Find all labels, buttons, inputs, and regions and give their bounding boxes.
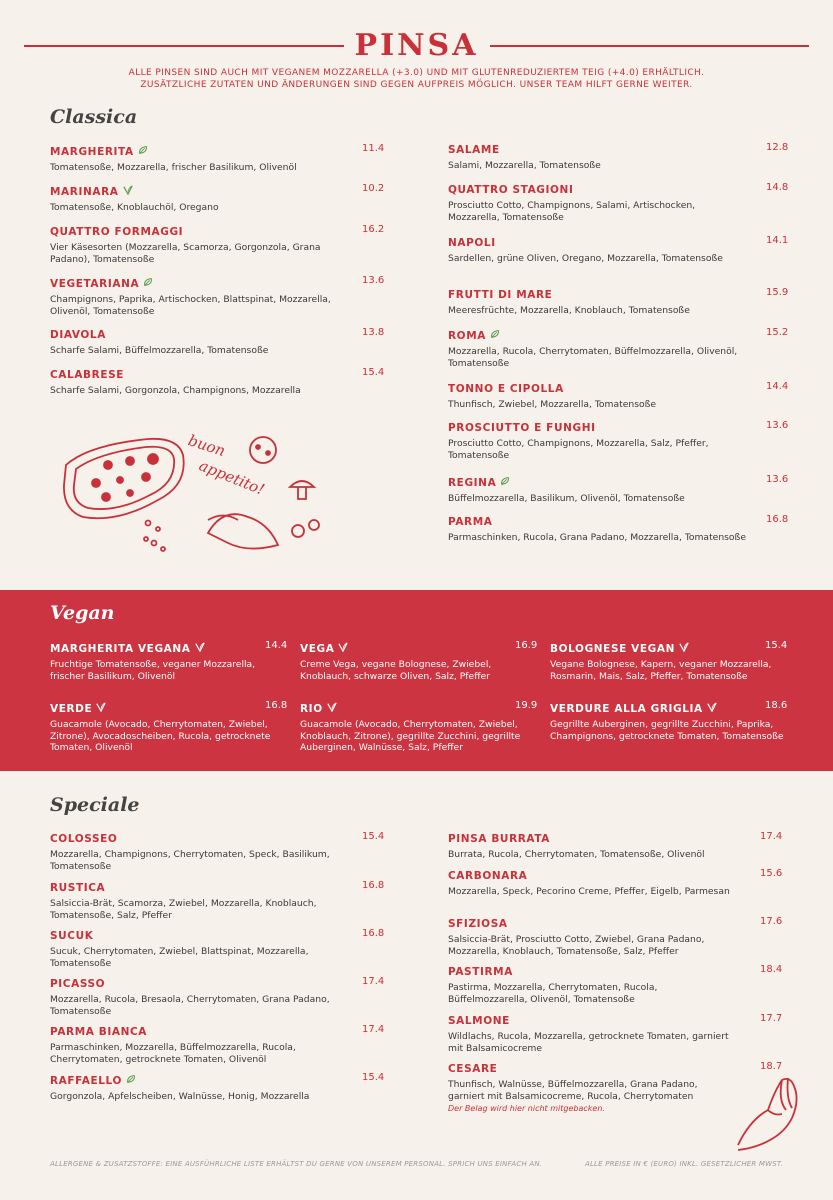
item-name — [448, 1063, 733, 1075]
item-price: 14.4 — [766, 381, 789, 392]
item-name-text: MARGHERITA VEGANA — [50, 642, 191, 655]
item-name-text: CALABRESE — [50, 369, 125, 381]
item-name — [448, 966, 733, 978]
menu-item — [448, 514, 789, 544]
item-name-text: DIAVOLA — [50, 329, 106, 341]
item-name-text: VERDE — [50, 702, 93, 715]
item-price: 15.9 — [766, 287, 789, 298]
menu-item — [448, 287, 789, 317]
item-description: Scharfe Salami, Büffelmozzarella, Tomatensoße — [50, 345, 269, 356]
vegan-icon — [338, 642, 348, 655]
item-name-text: RAFFAELLO — [50, 1074, 122, 1087]
item-name — [448, 329, 748, 342]
item-description: Prosciutto Cotto, Champignons, Mozzarella, Salz, Pfeffer, Tomatensoße — [448, 438, 709, 461]
item-name-text: NAPOLI — [448, 237, 496, 249]
item-name — [550, 700, 788, 715]
item-name — [448, 289, 748, 301]
item-name — [50, 700, 288, 715]
item-price: 19.9 — [515, 700, 538, 711]
item-description: Pastirma, Mozzarella, Cherrytomaten, Rucola, Büffelmozzarella, Olivenöl, Tomatensoße — [448, 982, 658, 1005]
menu-item — [300, 700, 538, 754]
item-description: Parmaschinken, Mozzarella, Büffelmozzarella, Rucola, Cherrytomaten, getrocknete Tomaten, Olivenöl — [50, 1042, 296, 1065]
item-price: 15.4 — [362, 1072, 385, 1083]
menu-item — [448, 1061, 783, 1113]
menu-item — [50, 880, 385, 921]
item-price: 14.8 — [766, 182, 789, 193]
item-name-text: SUCUK — [50, 930, 94, 942]
item-price: 17.4 — [362, 1024, 385, 1035]
item-name-text: REGINA — [448, 476, 497, 489]
menu-item — [448, 182, 789, 223]
item-description: Scharfe Salami, Gorgonzola, Champignons, Mozzarella — [50, 385, 301, 396]
menu-item — [448, 474, 789, 505]
item-name-text: TONNO E CIPOLLA — [448, 383, 564, 395]
vegetarian-leaf-icon — [126, 1074, 136, 1087]
item-description: Mozzarella, Champignons, Cherrytomaten, Speck, Basilikum, Tomatensoße — [50, 849, 330, 872]
item-price: 16.8 — [766, 514, 789, 525]
item-name — [448, 422, 748, 434]
item-name-text: VEGA — [300, 642, 335, 655]
item-price: 17.6 — [760, 916, 783, 927]
item-price: 16.9 — [515, 640, 538, 651]
item-name-text: VEGETARIANA — [50, 277, 140, 290]
vegetarian-leaf-icon — [138, 145, 148, 158]
menu-item — [448, 420, 789, 461]
item-name — [300, 640, 538, 655]
item-price: 14.1 — [766, 235, 789, 246]
menu-item — [50, 367, 385, 397]
item-name-text: MARGHERITA — [50, 145, 134, 158]
item-name — [448, 918, 733, 930]
item-name-text: SALMONE — [448, 1015, 510, 1027]
item-name — [448, 237, 748, 249]
item-name — [300, 700, 538, 715]
item-price: 16.2 — [362, 224, 385, 235]
item-name-text: QUATTRO FORMAGGI — [50, 226, 184, 238]
item-description: Tomatensoße, Knoblauchöl, Oregano — [50, 202, 219, 213]
item-name — [50, 145, 360, 158]
item-description: Creme Vega, vegane Bolognese, Zwiebel, Knoblauch, schwarze Oliven, Salz, Pfeffer — [300, 659, 492, 682]
item-description: Tomatensoße, Mozzarella, frischer Basilikum, Olivenöl — [50, 162, 297, 173]
item-price: 10.2 — [362, 183, 385, 194]
menu-item — [50, 831, 385, 872]
item-description: Salsiccia-Brät, Prosciutto Cotto, Zwiebel, Grana Padano, Mozzarella, Knoblauch, Tomatensoße, Salz, Pfeffer — [448, 934, 705, 957]
item-description: Gegrillte Auberginen, gegrillte Zucchini, Paprika, Champignons, getrocknete Tomaten, Tomatensoße — [550, 719, 784, 742]
item-name — [50, 978, 360, 990]
item-name — [50, 882, 360, 894]
item-description: Salsiccia-Brät, Scamorza, Zwiebel, Mozzarella, Knoblauch, Tomatensoße, Salz, Pfeffer — [50, 898, 317, 921]
item-name-text: PARMA — [448, 516, 493, 528]
item-description: Guacamole (Avocado, Cherrytomaten, Zwiebel, Zitrone), Avocadoscheiben, Rucola, getrocknete Tomaten, Olivenöl — [50, 719, 271, 753]
vegan-icon — [195, 642, 205, 655]
item-price: 15.4 — [765, 640, 788, 651]
item-description: Mozzarella, Speck, Pecorino Creme, Pfeffer, Eigelb, Parmesan — [448, 886, 730, 897]
menu-item — [448, 1013, 783, 1054]
item-description: Vegane Bolognese, Kapern, veganer Mozzarella, Rosmarin, Mais, Salz, Pfeffer, Tomatensoße — [550, 659, 772, 682]
item-name — [448, 833, 733, 845]
menu-item — [448, 831, 783, 861]
menu-item — [550, 640, 788, 682]
item-description: Büffelmozzarella, Basilikum, Olivenöl, Tomatensoße — [448, 493, 685, 504]
item-description: Burrata, Rucola, Cherrytomaten, Tomatensoße, Olivenöl — [448, 849, 705, 860]
item-name-text: RIO — [300, 702, 323, 715]
menu-item — [50, 183, 385, 214]
vegetarian-leaf-icon — [500, 476, 510, 489]
item-name — [448, 144, 748, 156]
item-name — [50, 329, 360, 341]
item-price: 18.4 — [760, 964, 783, 975]
vegan-icon — [123, 185, 133, 198]
item-name — [50, 1074, 360, 1087]
item-name — [550, 640, 788, 655]
section-title-classica: Classica — [50, 106, 138, 128]
section-title-speciale: Speciale — [50, 794, 140, 816]
item-name-text: PICASSO — [50, 978, 106, 990]
item-description: Champignons, Paprika, Artischocken, Blattspinat, Mozzarella, Olivenöl, Tomatensoße — [50, 294, 331, 317]
item-price: 18.7 — [760, 1061, 783, 1072]
item-price: 16.8 — [362, 880, 385, 891]
item-price: 15.4 — [362, 831, 385, 842]
item-price: 14.4 — [265, 640, 288, 651]
item-description: Guacamole (Avocado, Cherrytomaten, Zwiebel, Knoblauch, Zitrone), gegrillte Zucchini, gegrillte Auberginen, Walnüsse, Salz, Pfeffer — [300, 719, 521, 753]
menu-item — [50, 928, 385, 969]
item-price: 12.8 — [766, 142, 789, 153]
section-title-vegan: Vegan — [50, 602, 115, 624]
item-name-text: PROSCIUTTO E FUNGHI — [448, 422, 596, 434]
item-description: Thunfisch, Zwiebel, Mozzarella, Tomatensoße — [448, 399, 657, 410]
item-price: 13.6 — [766, 474, 789, 485]
item-description: Parmaschinken, Rucola, Grana Padano, Mozzarella, Tomatensoße — [448, 532, 746, 543]
page-title: PINSA — [354, 28, 479, 63]
vegan-icon — [707, 702, 717, 715]
vegan-section — [0, 590, 833, 771]
item-description: Sucuk, Cherrytomaten, Zwiebel, Blattspinat, Mozzarella, Tomatensoße — [50, 946, 309, 969]
menu-item — [448, 235, 789, 265]
item-description: Vier Käsesorten (Mozzarella, Scamorza, Gorgonzola, Grana Padano), Tomatensoße — [50, 242, 321, 265]
item-price: 13.6 — [766, 420, 789, 431]
item-name — [448, 516, 748, 528]
item-name-text: PINSA BURRATA — [448, 833, 551, 845]
item-name-text: BOLOGNESE VEGAN — [550, 642, 675, 655]
item-description: Meeresfrüchte, Mozzarella, Knoblauch, Tomatensoße — [448, 305, 690, 316]
item-price: 13.6 — [362, 275, 385, 286]
item-description: Gorgonzola, Apfelscheiben, Walnüsse, Honig, Mozzarella — [50, 1091, 310, 1102]
item-name — [448, 870, 733, 882]
menu-item — [448, 964, 783, 1005]
item-name-text: PASTIRMA — [448, 966, 513, 978]
item-description: Fruchtige Tomatensoße, veganer Mozzarella, frischer Basilikum, Olivenöl — [50, 659, 256, 682]
item-price: 15.6 — [760, 868, 783, 879]
item-name-text: FRUTTI DI MARE — [448, 289, 553, 301]
menu-item — [50, 143, 385, 174]
item-description: Mozzarella, Rucola, Bresaola, Cherrytomaten, Grana Padano, Tomatensoße — [50, 994, 330, 1017]
item-price: 16.8 — [265, 700, 288, 711]
basil-leaf-icon — [208, 514, 278, 548]
item-name-text: PARMA BIANCA — [50, 1026, 148, 1038]
menu-item — [448, 868, 783, 898]
item-price: 15.4 — [362, 367, 385, 378]
menu-item — [50, 1024, 385, 1065]
item-description: Thunfisch, Walnüsse, Büffelmozzarella, Grana Padano, garniert mit Balsamicocreme, Rucola, Cherrytomaten — [448, 1079, 698, 1102]
item-name — [50, 640, 288, 655]
menu-item — [50, 224, 385, 265]
item-price: 18.6 — [765, 700, 788, 711]
item-name — [50, 833, 360, 845]
pizza-illustration — [58, 425, 333, 560]
menu-item — [50, 327, 385, 357]
menu-item — [50, 976, 385, 1017]
item-name — [50, 1026, 360, 1038]
illustration-text-1: buon — [185, 431, 228, 461]
item-note: Der Belag wird hier nicht mitgebacken. — [448, 1104, 605, 1113]
footer-prices: ALLE PREISE IN € (EURO) INKL. GESETZLICHER MWST. — [584, 1160, 783, 1168]
item-name — [50, 185, 360, 198]
item-price: 16.8 — [362, 928, 385, 939]
item-price: 13.8 — [362, 327, 385, 338]
item-name — [448, 184, 748, 196]
menu-item — [448, 142, 789, 172]
menu-item — [448, 916, 783, 957]
intro-line-2: ZUSÄTZLICHE ZUTATEN UND ÄNDERUNGEN SIND GEGEN AUFPREIS MÖGLICH. UNSER TEAM HILFT GERNE WEITER. — [140, 80, 693, 90]
item-description: Mozzarella, Rucola, Cherrytomaten, Büffelmozzarella, Olivenöl, Tomatensoße — [448, 346, 738, 369]
footer-allergens: ALLERGENE & ZUSATZSTOFFE: EINE AUSFÜHRLICHE LISTE ERHÄLTST DU GERNE VON UNSEREM PERSONAL. SPRICH UNS EINFACH AN. — [50, 1160, 543, 1168]
item-name — [448, 476, 748, 489]
olive-icon — [292, 525, 304, 537]
item-name-text: MARINARA — [50, 185, 119, 198]
intro-line-1: ALLE PINSEN SIND AUCH MIT VEGANEM MOZZARELLA (+3.0) UND MIT GLUTENREDUZIERTEM TEIG (+4.0) ERHÄLTLICH. — [128, 68, 705, 78]
tomato-icon — [250, 437, 276, 463]
menu-item — [448, 327, 789, 369]
item-description: Salami, Mozzarella, Tomatensoße — [448, 160, 601, 171]
item-description: Prosciutto Cotto, Champignons, Salami, Artischocken, Mozzarella, Tomatensoße — [448, 200, 696, 223]
item-name-text: SFIZIOSA — [448, 918, 508, 930]
vegetarian-leaf-icon — [143, 277, 153, 290]
vegan-icon — [327, 702, 337, 715]
mushroom-icon — [290, 481, 314, 499]
intro-text — [0, 67, 833, 91]
illustration-text-2: appetito! — [196, 456, 268, 499]
item-name-text: RUSTICA — [50, 882, 106, 894]
item-description: Wildlachs, Rucola, Mozzarella, getrocknete Tomaten, garniert mit Balsamicocreme — [448, 1031, 729, 1054]
item-price: 17.4 — [362, 976, 385, 987]
menu-item — [50, 700, 288, 754]
item-name — [50, 369, 360, 381]
item-name — [448, 383, 748, 395]
italian-hand-gesture-icon — [730, 1070, 810, 1155]
item-price: 17.7 — [760, 1013, 783, 1024]
vegetarian-leaf-icon — [490, 329, 500, 342]
item-name — [50, 930, 360, 942]
item-description: Sardellen, grüne Oliven, Oregano, Mozzarella, Tomatensoße — [448, 253, 723, 264]
menu-item — [50, 275, 385, 317]
menu-item — [550, 700, 788, 742]
item-price: 17.4 — [760, 831, 783, 842]
item-name — [50, 277, 360, 290]
menu-item — [300, 640, 538, 682]
item-price: 11.4 — [362, 143, 385, 154]
item-name-text: COLOSSEO — [50, 833, 118, 845]
item-name-text: QUATTRO STAGIONI — [448, 184, 574, 196]
item-price: 15.2 — [766, 327, 789, 338]
item-name — [448, 1015, 733, 1027]
page-header — [0, 28, 833, 68]
menu-item — [50, 640, 288, 682]
vegan-icon — [96, 702, 106, 715]
item-name-text: CESARE — [448, 1063, 498, 1075]
menu-item — [50, 1072, 385, 1103]
item-name-text: VERDURE ALLA GRIGLIA — [550, 702, 703, 715]
item-name-text: ROMA — [448, 329, 486, 342]
vegan-icon — [679, 642, 689, 655]
item-name-text: CARBONARA — [448, 870, 528, 882]
item-name — [50, 226, 360, 238]
menu-item — [448, 381, 789, 411]
item-name-text: SALAME — [448, 144, 500, 156]
